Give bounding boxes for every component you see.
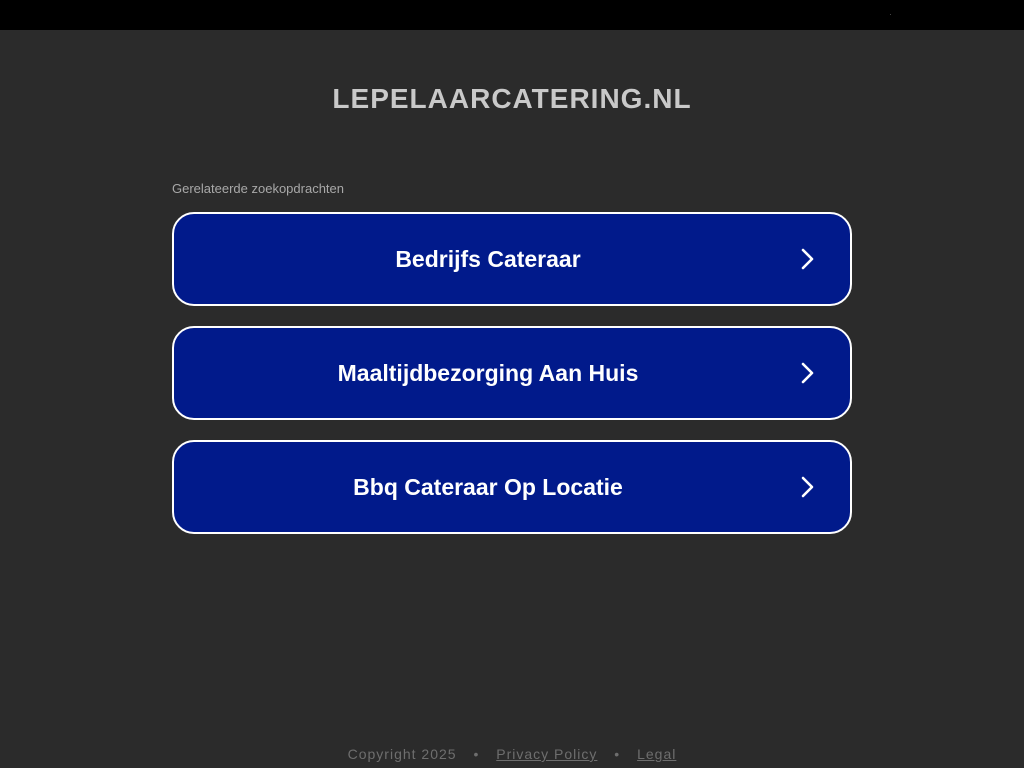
- related-link-label: Bbq Cateraar Op Locatie: [353, 474, 623, 500]
- footer-separator: •: [473, 746, 480, 762]
- footer: [0, 745, 1024, 763]
- related-link-bbq-cateraar-op-locatie[interactable]: [172, 440, 852, 534]
- privacy-policy-link[interactable]: Privacy Policy: [496, 746, 598, 762]
- related-searches-label: Gerelateerde zoekopdrachten: [172, 181, 345, 196]
- related-searches-list: [172, 212, 852, 554]
- footer-separator: •: [614, 746, 621, 762]
- chevron-right-icon: [798, 247, 818, 271]
- related-link-label: Bedrijfs Cateraar: [395, 246, 581, 272]
- site-title: LEPELAARCATERING.NL: [332, 83, 692, 114]
- related-link-bedrijfs-cateraar[interactable]: [172, 212, 852, 306]
- chevron-right-icon: [798, 475, 818, 499]
- chevron-right-icon: [798, 361, 818, 385]
- top-bar-dot: [890, 14, 891, 15]
- copyright-text: Copyright 2025: [347, 746, 457, 762]
- related-link-label: Maaltijdbezorging Aan Huis: [337, 360, 639, 386]
- top-bar: [0, 0, 1024, 30]
- legal-link[interactable]: Legal: [637, 746, 677, 762]
- related-link-maaltijdbezorging-aan-huis[interactable]: [172, 326, 852, 420]
